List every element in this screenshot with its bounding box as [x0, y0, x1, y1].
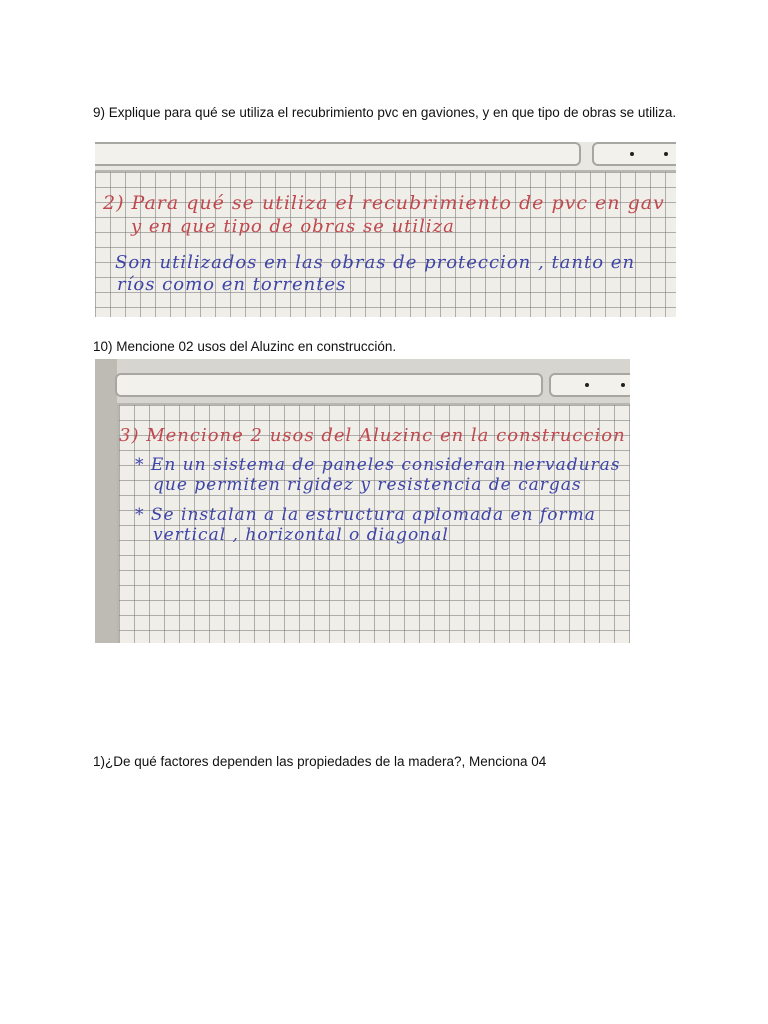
handwritten-answer-line: * En un sistema de paneles consideran nervaduras — [135, 455, 621, 475]
handwritten-question-line: y en que tipo de obras se utiliza — [131, 216, 455, 237]
handwritten-question-line: 3) Mencione 2 usos del Aluzinc en la construccion — [119, 425, 626, 446]
dot-mark — [621, 383, 625, 387]
notebook-header-box — [592, 142, 676, 166]
handwritten-answer-photo-10 — [95, 359, 630, 643]
handwritten-answer-line: que permiten rigidez y resistencia de cargas — [153, 475, 582, 495]
dot-mark — [585, 383, 589, 387]
notebook-header-bar — [115, 373, 543, 397]
handwritten-answer-photo-9 — [95, 142, 676, 317]
dot-mark — [630, 152, 634, 156]
notebook-header-box — [549, 373, 630, 397]
handwritten-answer-line: * Se instalan a la estructura aplomada en forma — [135, 505, 596, 525]
handwritten-answer-line: ríos como en torrentes — [117, 274, 347, 295]
question-10-text: 10) Mencione 02 usos del Aluzinc en construcción. — [93, 339, 397, 354]
handwritten-answer-line: vertical , horizontal o diagonal — [153, 525, 449, 545]
question-1-text: 1)¿De qué factores dependen las propiedades de la madera?, Menciona 04 — [93, 754, 547, 769]
question-9-text: 9) Explique para qué se utiliza el recubrimiento pvc en gaviones, y en que tipo de obras se utiliza. — [93, 105, 677, 120]
dot-mark — [664, 152, 668, 156]
notebook-header-bar — [95, 142, 581, 166]
handwritten-question-line: 2) Para qué se utiliza el recubrimiento de pvc en gav — [103, 192, 665, 214]
handwritten-answer-line: Son utilizados en las obras de proteccion , tanto en — [115, 252, 636, 273]
photo-shadow — [95, 359, 117, 643]
